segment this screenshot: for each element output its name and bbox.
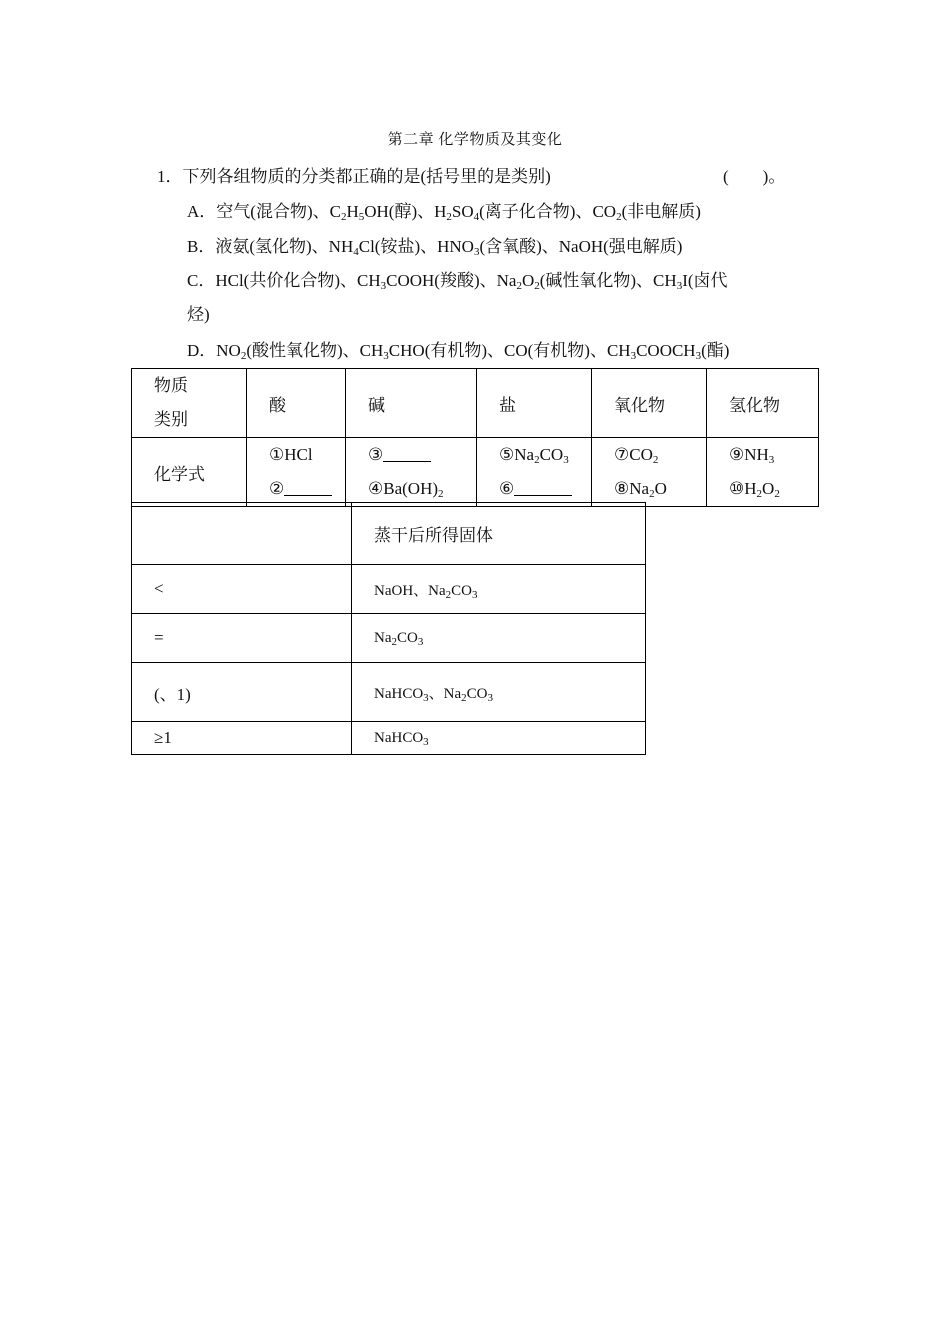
question-stem: 下列各组物质的分类都正确的是(括号里的是类别) [182,167,551,186]
solid-cell [352,565,646,614]
option-text: (含氧酸)、NaOH(强电解质) [479,237,683,256]
option-text: (碱性氧化物)、CH [539,271,677,290]
option-c-continued: 烃) [187,305,210,324]
subscript: 3 [472,588,478,601]
subscript: 3 [487,691,494,704]
classification-table [131,368,819,507]
subscript: 3 [423,691,429,704]
option-text: H [346,202,359,221]
option-text: COOCH [636,341,696,360]
column-header-acid: 酸 [247,369,346,438]
formula: ③ [368,445,384,464]
formula: ⑩H [729,479,757,498]
option-text: I(卤代 [682,271,728,290]
option-label: A． [187,202,217,221]
table-row [132,438,819,507]
formula: NaHCO [374,685,424,702]
table-header-row [132,503,646,565]
table-row [132,722,646,755]
answer-blank[interactable] [284,479,332,496]
subscript: 3 [423,735,429,748]
subscript: 2 [649,488,655,500]
solid-cell [352,722,646,755]
option-text: (离子化合物)、CO [479,202,617,221]
subscript: 2 [391,635,397,648]
subscript: 2 [756,488,763,500]
subscript: 2 [445,588,452,601]
subscript: 3 [676,280,683,292]
subscript: 2 [652,454,659,466]
header-right-cell: 蒸干后所得固体 [352,503,646,565]
question-1 [157,162,786,187]
formula: ①HCl [269,445,313,464]
option-text: Cl(铵盐)、HNO [358,237,474,256]
subscript: 2 [446,211,452,223]
subscript: 3 [695,350,702,362]
option-text: OH(醇)、H [364,202,447,221]
header-left-cell [132,503,352,565]
answer-blank[interactable] [383,445,431,462]
subscript: 2 [461,691,467,704]
formula: ② [269,479,285,498]
option-text: SO [451,202,474,221]
row-label: 化学式 [132,438,247,507]
column-header-oxide: 氧化物 [592,369,707,438]
option-text: (酸性氧化物)、CH [246,341,384,360]
subscript: 2 [534,454,540,466]
subscript: 3 [380,280,387,292]
page-title: 第二章 化学物质及其变化 [387,132,563,148]
subscript: 3 [473,246,480,258]
ratio-cell: < [132,565,352,614]
acid-cell [247,438,346,507]
formula: NaOH、Na [374,582,446,599]
option-text: O [521,271,535,290]
option-text: NO [216,341,241,360]
header-line: 类别 [154,410,188,429]
subscript: 2 [240,350,247,362]
option-text: (酯) [701,341,730,360]
oxide-cell [592,438,707,507]
option-label: C． [187,271,216,290]
formula: Na [374,629,392,646]
formula: CO [539,445,564,464]
solid-cell [352,663,646,722]
column-header-salt: 盐 [477,369,592,438]
header-corner-cell [132,369,247,438]
header-line: 物质 [154,376,188,395]
option-b[interactable] [187,232,682,257]
ratio-cell: (、1) [132,663,352,722]
answer-blank[interactable] [514,479,572,496]
option-text: HCl(共价化合物)、CH [215,271,381,290]
subscript: 2 [340,211,347,223]
table-row [132,663,646,722]
subscript: 3 [563,454,569,466]
formula: ⑤Na [499,445,535,464]
option-label: D． [187,341,217,360]
subscript: 3 [630,350,637,362]
formula: ⑨NH [729,445,769,464]
subscript: 2 [534,280,540,292]
solid-cell [352,614,646,663]
option-d[interactable] [187,336,729,361]
table-row [132,614,646,663]
option-text: 液氨(氢化物)、NH [215,237,354,256]
ratio-cell: ≥1 [132,722,352,755]
question-number: 1． [157,167,183,186]
option-text: CHO(有机物)、CO(有机物)、CH [388,341,631,360]
subscript: 2 [438,488,444,500]
column-header-hydride: 氢化物 [707,369,819,438]
formula: ⑧Na [614,479,650,498]
formula: CO [466,685,488,702]
formula: NaHCO [374,729,424,746]
hydride-cell [707,438,819,507]
ratio-cell: = [132,614,352,663]
formula: ⑦CO [614,445,653,464]
table-row [132,565,646,614]
formula: O [762,479,775,498]
formula: ⑥ [499,479,515,498]
subscript: 4 [353,246,359,258]
subscript: 3 [768,454,775,466]
option-text: 空气(混合物)、C [216,202,341,221]
subscript: 4 [473,211,480,223]
formula: 、Na [428,685,462,702]
formula: O [654,479,667,498]
subscript: 3 [417,635,424,648]
subscript: 5 [358,211,365,223]
formula: CO [451,582,472,599]
formula: CO [397,629,418,646]
salt-cell [477,438,592,507]
option-c[interactable] [187,266,728,291]
column-header-base: 碱 [346,369,477,438]
answer-paren: ( )。 [723,167,786,186]
option-text: (非电解质) [621,202,701,221]
subscript: 2 [774,488,780,500]
table-header-row [132,369,819,438]
subscript: 2 [616,211,622,223]
option-text: COOH(羧酸)、Na [386,271,517,290]
option-a[interactable] [187,197,701,222]
subscript: 2 [516,280,522,292]
evaporation-table [131,502,646,755]
option-label: B． [187,237,216,256]
base-cell [346,438,477,507]
subscript: 3 [383,350,389,362]
formula: ④Ba(OH) [368,479,439,498]
